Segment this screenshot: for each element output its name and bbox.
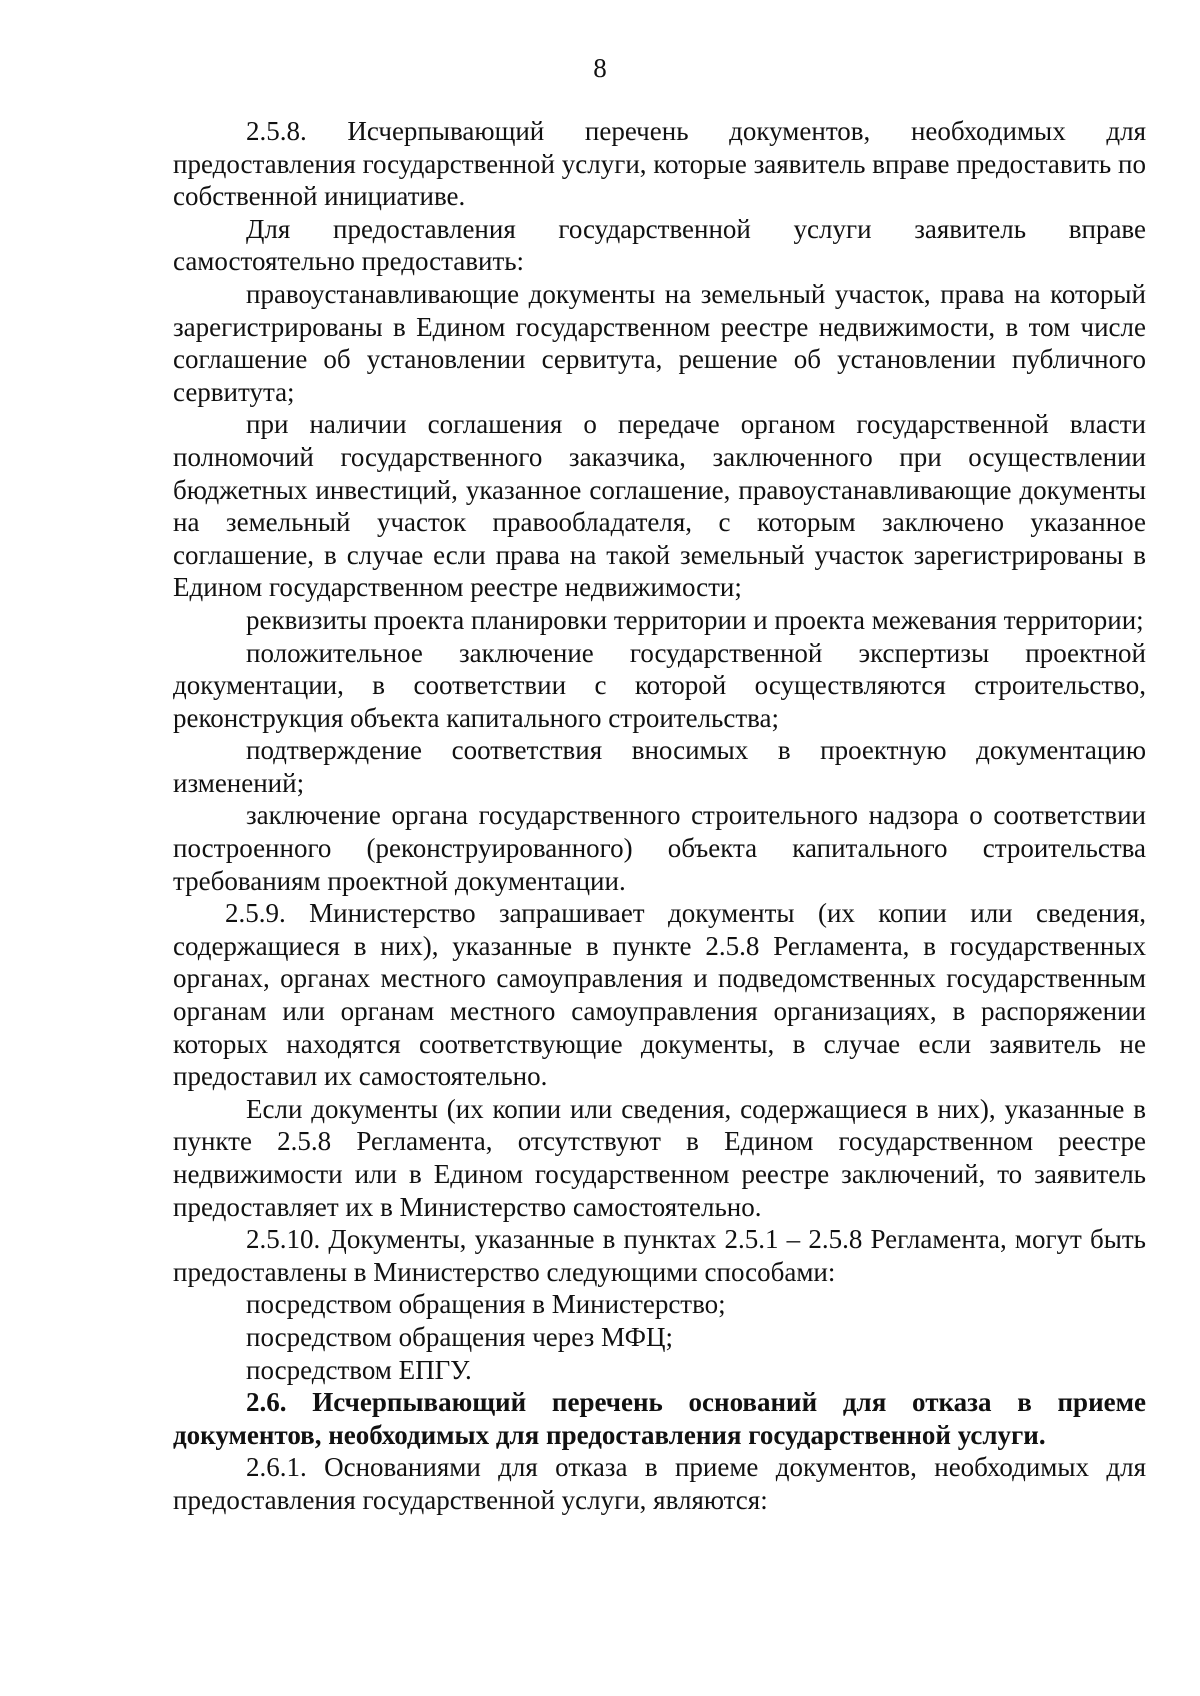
paragraph-documents-absent: Если документы (их копии или сведения, содержащиеся в них), указанные в пункте 2.5.8 Регламента, отсутствуют в Едином государственном реестре недвижимости или в Едином государственном реестре заключений, то заявитель предоставляет их в Министерство самостоятельно.	[173, 1093, 1146, 1222]
page-number: 8	[593, 53, 607, 83]
section-heading-2-6: 2.6. Исчерпывающий перечень оснований для отказа в приеме документов, необходимых для предоставления государственной услуги.	[173, 1387, 1146, 1450]
paragraph-2-5-8-heading: 2.5.8. Исчерпывающий перечень документов, необходимых для предоставления государственной услуги, которые заявитель вправе предоставить по собственной инициативе.	[173, 116, 1146, 212]
list-item-title-documents: правоустанавливающие документы на земельный участок, права на который зарегистрированы в Едином государственном реестре недвижимости, в том числе соглашение об установлении сервитута, решение об установлении публичного сервитута;	[173, 278, 1146, 407]
list-item-agreement-transfer: при наличии соглашения о передаче органом государственной власти полномочий государственного заказчика, заключенного при осуществлении бюджетных инвестиций, указанное соглашение, правоустанавливающие документы на земельный участок правообладателя, с которым заключено указанное соглашение, в случае если права на такой земельный участок зарегистрированы в Едином государственном реестре недвижимости;	[173, 409, 1146, 603]
list-item-ministry: посредством обращения в Министерство;	[246, 1289, 726, 1320]
paragraph-applicant-may-provide: Для предоставления государственной услуги заявитель вправе самостоятельно предоставить:	[173, 213, 1146, 277]
paragraph-2-5-10: 2.5.10. Документы, указанные в пунктах 2.5.1 – 2.5.8 Регламента, могут быть предоставлены в Министерство следующими способами:	[173, 1224, 1146, 1287]
paragraph-2-5-9: 2.5.9. Министерство запрашивает документы (их копии или сведения, содержащиеся в них), указанные в пункте 2.5.8 Регламента, в государственных органах, органах местного самоуправления и подведомственных государственным органам или органам местного самоуправления организациях, в распоряжении которых находятся соответствующие документы, в случае если заявитель не предоставил их самостоятельно.	[173, 898, 1146, 1092]
document-body	[173, 115, 1146, 1517]
list-item-expertise-conclusion: положительное заключение государственной экспертизы проектной документации, в соответствии с которой осуществляются строительство, реконструкция объекта капитального строительства;	[173, 637, 1146, 733]
paragraph-2-6-1: 2.6.1. Основаниями для отказа в приеме документов, необходимых для предоставления государственной услуги, являются:	[173, 1452, 1146, 1515]
list-item-supervision-conclusion: заключение органа государственного строительного надзора о соответствии построенного (реконструированного) объекта капитального строительства требованиям проектной документации.	[173, 800, 1146, 896]
list-item-epgu: посредством ЕПГУ.	[246, 1354, 472, 1385]
list-item-changes-confirmation: подтверждение соответствия вносимых в проектную документацию изменений;	[173, 735, 1146, 798]
list-item-mfc: посредством обращения через МФЦ;	[246, 1321, 673, 1352]
list-item-planning-project: реквизиты проекта планировки территории и проекта межевания территории;	[246, 604, 1144, 635]
